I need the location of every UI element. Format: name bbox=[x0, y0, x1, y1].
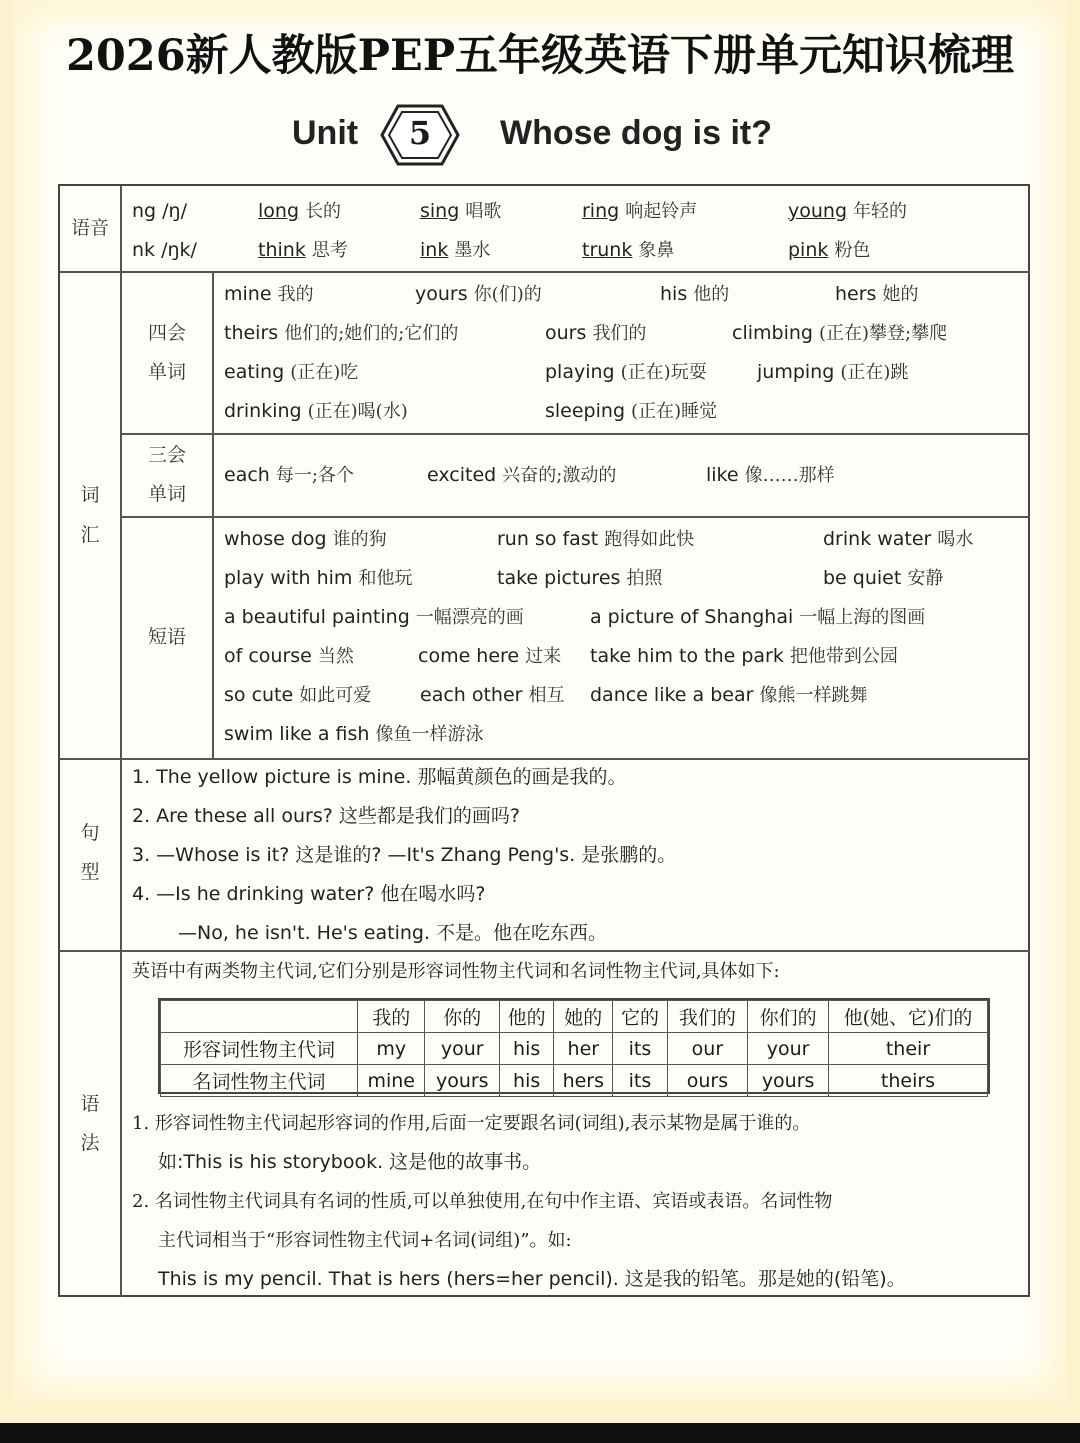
sub-three-skill-2: 单词 bbox=[147, 483, 186, 505]
grammar-point-2b: 主代词相当于“形容词性物主代词+名词(词组)”。如: bbox=[158, 1230, 572, 1251]
phrase: run so fast 跑得如此快 bbox=[497, 528, 695, 550]
phonics-word: ink 墨水 bbox=[420, 239, 491, 261]
vocab-word: sleeping (正在)睡觉 bbox=[545, 400, 718, 422]
phrase: each other 相互 bbox=[420, 684, 565, 706]
phrase: play with him 和他玩 bbox=[224, 567, 413, 589]
vocab-word: hers 她的 bbox=[835, 283, 919, 305]
vocab-word: theirs 他们的;她们的;它们的 bbox=[224, 322, 459, 344]
pronoun-header-row: 我的 你的 他的 她的 它的 我们的 你们的 他(她、它)们的 bbox=[161, 1001, 988, 1033]
vocab-word: playing (正在)玩耍 bbox=[545, 361, 707, 383]
pronoun-noun-row: 名词性物主代词 mine yours his hers its ours yours theirs bbox=[161, 1065, 988, 1097]
section-vocab-2: 汇 bbox=[80, 524, 100, 546]
phonics-word: pink 粉色 bbox=[788, 239, 871, 261]
sentence-line: —No, he isn't. He's eating. 不是。他在吃东西。 bbox=[178, 922, 608, 944]
phonics-word: sing 唱歌 bbox=[420, 200, 502, 222]
section-sentence-2: 型 bbox=[80, 861, 100, 883]
phonics-word: trunk 象鼻 bbox=[582, 239, 675, 261]
phrase: come here 过来 bbox=[418, 645, 562, 667]
sub-phrases: 短语 bbox=[147, 626, 186, 648]
bottom-bar bbox=[0, 1423, 1080, 1443]
vocab-word: yours 你(们)的 bbox=[415, 283, 542, 305]
sentence-line: 1. The yellow picture is mine. 那幅黄颜色的画是我的。 bbox=[132, 766, 627, 788]
sub-four-skill-1: 四会 bbox=[147, 322, 186, 344]
phrase: be quiet 安静 bbox=[823, 567, 944, 589]
vocab-word: drinking (正在)喝(水) bbox=[224, 400, 408, 422]
sub-three-skill-1: 三会 bbox=[147, 444, 186, 466]
pronoun-adj-row: 形容词性物主代词 my your his her its our your their bbox=[161, 1033, 988, 1065]
section-grammar-1: 语 bbox=[80, 1093, 100, 1115]
knowledge-table bbox=[58, 184, 1030, 1297]
phrase: take him to the park 把他带到公园 bbox=[590, 645, 898, 667]
section-sentence-1: 句 bbox=[80, 822, 100, 844]
sentence-line: 2. Are these all ours? 这些都是我们的画吗? bbox=[132, 805, 520, 827]
sentence-line: 3. —Whose is it? 这是谁的? —It's Zhang Peng's. 是张鹏的。 bbox=[132, 844, 677, 866]
page-title: 2026新人教版PEP五年级英语下册单元知识梳理 bbox=[65, 31, 1015, 81]
vocab-word: eating (正在)吃 bbox=[224, 361, 359, 383]
phrase: swim like a fish 像鱼一样游泳 bbox=[224, 723, 484, 745]
grammar-example-2: This is my pencil. That is hers (hers=her pencil). 这是我的铅笔。那是她的(铅笔)。 bbox=[158, 1268, 906, 1290]
unit-number: 5 bbox=[408, 114, 432, 152]
grammar-example-1: 如:This is his storybook. 这是他的故事书。 bbox=[158, 1151, 542, 1173]
phrase: whose dog 谁的狗 bbox=[224, 528, 387, 550]
section-phonics: 语音 bbox=[70, 217, 109, 239]
vocab-word: ours 我们的 bbox=[545, 322, 647, 344]
vocab-word: climbing (正在)攀登;攀爬 bbox=[732, 322, 948, 344]
phrase: take pictures 拍照 bbox=[497, 567, 663, 589]
phrase: so cute 如此可爱 bbox=[224, 684, 372, 706]
phonics-sound-ng: ng /ŋ/ bbox=[132, 200, 187, 222]
phonics-word: long 长的 bbox=[258, 200, 342, 222]
unit-header bbox=[0, 100, 1080, 170]
vocab-word: jumping (正在)跳 bbox=[757, 361, 909, 383]
pronoun-table bbox=[158, 998, 990, 1094]
sentence-line: 4. —Is he drinking water? 他在喝水吗? bbox=[132, 883, 486, 905]
phrase: a picture of Shanghai 一幅上海的图画 bbox=[590, 606, 926, 628]
phonics-word: young 年轻的 bbox=[788, 200, 908, 222]
grammar-intro: 英语中有两类物主代词,它们分别是形容词性物主代词和名词性物主代词,具体如下: bbox=[132, 961, 780, 982]
vocab-word: like 像……那样 bbox=[706, 464, 835, 486]
section-grammar-2: 法 bbox=[80, 1132, 100, 1154]
grammar-point-2a: 2. 名词性物主代词具有名词的性质,可以单独使用,在句中作主语、宾语或表语。名词性物 bbox=[132, 1191, 833, 1212]
unit-number-badge bbox=[380, 102, 460, 168]
grammar-point-1: 1. 形容词性物主代词起形容词的作用,后面一定要跟名词(词组),表示某物是属于谁的。 bbox=[132, 1113, 811, 1134]
vocab-word: his 他的 bbox=[660, 283, 730, 305]
unit-title: Whose dog is it? bbox=[500, 114, 772, 152]
phonics-word: think 思考 bbox=[258, 239, 348, 261]
vocab-word: each 每一;各个 bbox=[224, 464, 354, 486]
unit-label: Unit bbox=[292, 114, 359, 152]
vocab-word: excited 兴奋的;激动的 bbox=[427, 464, 617, 486]
sub-four-skill-2: 单词 bbox=[147, 361, 186, 383]
phrase: drink water 喝水 bbox=[823, 528, 974, 550]
phrase: a beautiful painting 一幅漂亮的画 bbox=[224, 606, 524, 628]
phrase: dance like a bear 像熊一样跳舞 bbox=[590, 684, 868, 706]
phonics-word: ring 响起铃声 bbox=[582, 200, 698, 222]
section-vocab-1: 词 bbox=[80, 484, 100, 506]
phrase: of course 当然 bbox=[224, 645, 354, 667]
vocab-word: mine 我的 bbox=[224, 283, 314, 305]
phonics-sound-nk: nk /ŋk/ bbox=[132, 239, 197, 261]
